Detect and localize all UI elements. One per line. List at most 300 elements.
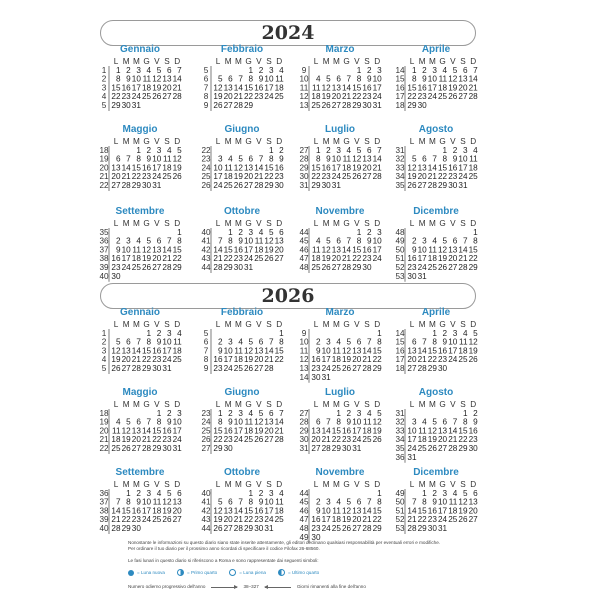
day-cell: 22: [331, 435, 341, 445]
day-cell: 7: [473, 65, 478, 75]
day-cell: 4: [432, 236, 437, 246]
day-cell: 25: [274, 92, 284, 102]
day-cell: 12: [468, 337, 478, 347]
day-cell: 9: [366, 236, 372, 246]
weekday-header: L: [409, 137, 415, 146]
day-cell: 3: [462, 145, 468, 155]
day-cell: 22: [352, 254, 362, 264]
day-cell: 6: [452, 236, 458, 246]
day-cell: 23: [448, 172, 458, 182]
day-cell: 24: [141, 515, 152, 525]
weekday-header: S: [164, 320, 170, 329]
day-cell: 18: [448, 506, 458, 516]
month-name: Aprile: [421, 44, 451, 55]
weekday-header: L: [313, 400, 319, 409]
day-cell: 14: [162, 245, 172, 255]
day-cell: 17: [448, 346, 458, 356]
day-cell: 19: [254, 426, 264, 436]
weekday-header: S: [364, 480, 370, 489]
day-cell: 20: [162, 83, 172, 93]
day-cell: 13: [223, 83, 233, 93]
day-cell: 25: [427, 263, 437, 272]
month-name: Novembre: [315, 467, 365, 478]
day-cell: 31: [407, 452, 417, 462]
day-cell: 13: [352, 346, 362, 356]
week-number: 6: [203, 74, 209, 84]
weekday-header: G: [143, 400, 150, 409]
day-cell: 19: [152, 83, 162, 93]
weekday-header: M: [428, 137, 436, 146]
day-cell: 21: [213, 254, 223, 264]
day-cell: 15: [458, 426, 468, 436]
day-cell: 15: [372, 506, 382, 516]
day-cell: 27: [274, 254, 284, 264]
week-number: 3: [101, 346, 107, 356]
day-cell: 30: [362, 101, 372, 110]
day-cell: 2: [315, 337, 321, 347]
week-number: 48: [299, 524, 309, 533]
day-cell: 7: [136, 337, 141, 347]
day-cell: 24: [407, 444, 417, 453]
day-cell: 26: [407, 181, 417, 190]
weekday-header: G: [143, 320, 150, 329]
week-number: 37: [99, 245, 109, 255]
weekday-header: M: [428, 320, 436, 329]
day-cell: 22: [458, 435, 468, 445]
day-cell: 3: [228, 337, 233, 347]
day-cell: 27: [437, 444, 448, 453]
month-name: Agosto: [418, 387, 454, 398]
weekday-header: V: [256, 400, 262, 409]
day-cell: 3: [336, 145, 341, 155]
day-cell: 9: [442, 337, 448, 347]
day-cell: 27: [243, 181, 254, 190]
day-cell: 18: [331, 515, 341, 525]
day-cell: 22: [213, 435, 223, 445]
month-grid: [200, 399, 286, 455]
month-grid: [394, 56, 480, 112]
month-calendar: [98, 124, 182, 192]
day-cell: 16: [321, 163, 331, 173]
day-cell: 30: [254, 524, 264, 533]
week-number: 37: [99, 497, 109, 507]
day-cell: 29: [372, 364, 382, 373]
day-cell: 15: [274, 346, 284, 356]
day-cell: 23: [141, 172, 152, 182]
day-cell: 21: [341, 92, 352, 102]
year-banner-2024: [100, 20, 476, 46]
moon-first-label: = Primo quarto: [186, 569, 218, 575]
day-cell: 17: [223, 355, 233, 365]
day-cell: 19: [243, 355, 254, 365]
weekday-header: D: [374, 57, 381, 66]
weekday-header: M: [332, 400, 340, 409]
day-cell: 17: [437, 506, 448, 516]
day-cell: 7: [411, 497, 417, 507]
week-number: 44: [299, 227, 309, 237]
day-cell: 30: [437, 364, 448, 373]
day-cell: 23: [427, 515, 437, 525]
month-calendar: [200, 206, 284, 274]
day-cell: 9: [166, 417, 172, 427]
day-cell: 23: [254, 515, 264, 525]
day-cell: 22: [427, 355, 437, 365]
day-cell: 4: [473, 145, 478, 155]
day-cell: 11: [173, 337, 182, 347]
day-cell: 25: [233, 364, 243, 373]
weekday-header: D: [174, 480, 181, 489]
day-cell: 27: [264, 435, 274, 445]
day-cell: 2: [473, 408, 478, 418]
month-calendar: [394, 124, 478, 192]
day-cell: 23: [213, 364, 223, 373]
day-cell: 30: [141, 181, 152, 190]
day-cell: 26: [341, 524, 352, 533]
day-cell: 20: [437, 435, 448, 445]
day-cell: 20: [407, 355, 417, 365]
weekday-header: D: [174, 400, 181, 409]
day-cell: 7: [268, 337, 274, 347]
day-cell: 15: [468, 245, 478, 255]
weekday-header: S: [460, 219, 466, 228]
day-cell: 4: [315, 236, 321, 246]
day-cell: 19: [141, 254, 152, 264]
day-cell: 31: [331, 181, 341, 190]
day-cell: 29: [213, 444, 223, 453]
day-cell: 21: [427, 172, 437, 182]
month-calendar: [394, 206, 478, 281]
week-number: 45: [299, 236, 309, 246]
week-number: 12: [299, 92, 309, 102]
day-cell: 2: [366, 65, 372, 75]
day-cell: 20: [448, 254, 458, 264]
day-cell: 10: [321, 506, 331, 516]
week-number: 39: [99, 515, 109, 525]
day-cell: 27: [468, 515, 478, 525]
day-cell: 11: [459, 337, 468, 347]
day-cell: 11: [448, 497, 458, 507]
day-cell: 16: [254, 83, 264, 93]
day-cell: 25: [341, 172, 352, 182]
day-cell: 6: [279, 227, 284, 237]
day-cell: 3: [136, 65, 141, 75]
weekday-header: V: [450, 400, 456, 409]
day-cell: 3: [356, 408, 362, 418]
day-cell: 10: [264, 497, 274, 507]
day-cell: 21: [448, 435, 458, 445]
week-number: 9: [203, 364, 209, 373]
weekday-header: D: [470, 219, 477, 228]
day-cell: 18: [341, 163, 352, 173]
day-cell: 7: [238, 74, 243, 84]
day-cell: 20: [264, 426, 274, 436]
weekday-header: G: [439, 320, 446, 329]
day-cell: 17: [233, 426, 243, 436]
day-cell: 17: [152, 163, 162, 173]
week-number: 43: [201, 254, 211, 264]
week-number: 32: [395, 417, 405, 427]
weekday-header: V: [256, 320, 262, 329]
day-cell: 31: [264, 524, 274, 533]
day-cell: 17: [321, 515, 331, 525]
day-cell: 31: [172, 444, 182, 453]
week-number: 51: [395, 254, 405, 264]
month-calendar: [98, 467, 182, 535]
weekday-header: V: [354, 219, 360, 228]
day-cell: 25: [152, 515, 162, 525]
weekday-header: M: [122, 57, 130, 66]
weekday-header: S: [266, 320, 272, 329]
day-cell: 17: [458, 163, 468, 173]
day-cell: 29: [311, 181, 321, 190]
weekday-header: L: [113, 219, 119, 228]
week-number: 41: [201, 236, 211, 246]
day-cell: 8: [411, 74, 417, 84]
day-cell: 5: [411, 154, 417, 164]
day-cell: 1: [377, 328, 382, 338]
week-number: 10: [299, 337, 309, 347]
week-number: 18: [99, 145, 109, 155]
day-cell: 6: [177, 488, 182, 498]
day-cell: 6: [336, 236, 341, 246]
day-cell: 22: [152, 435, 162, 445]
weekday-header: S: [266, 57, 272, 66]
day-cell: 4: [315, 74, 321, 84]
month-name: Marzo: [325, 307, 355, 318]
weekday-header: G: [143, 57, 150, 66]
day-cell: 8: [136, 154, 141, 164]
day-cell: 31: [458, 181, 468, 190]
day-cell: 26: [437, 263, 448, 272]
weekday-header: S: [460, 320, 466, 329]
day-cell: 13: [448, 245, 458, 255]
week-number: 24: [201, 163, 211, 173]
month-name: Dicembre: [413, 467, 459, 478]
day-cell: 18: [437, 83, 448, 93]
day-cell: 8: [115, 74, 121, 84]
day-cell: 19: [341, 515, 352, 525]
day-cell: 10: [448, 337, 458, 347]
day-cell: 27: [254, 364, 264, 373]
day-cell: 7: [366, 497, 372, 507]
day-cell: 23: [311, 364, 321, 373]
day-cell: 20: [243, 172, 254, 182]
weekday-header: S: [164, 57, 170, 66]
day-cell: 6: [462, 65, 468, 75]
weekday-header: D: [174, 137, 181, 146]
day-cell: 26: [213, 524, 223, 533]
day-cell: 14: [131, 346, 141, 356]
weekday-header: M: [132, 57, 140, 66]
week-number: 2: [101, 337, 107, 347]
year-banner-2026: [100, 283, 476, 309]
week-number: 18: [99, 408, 109, 418]
day-cell: 19: [321, 92, 331, 102]
weekday-header: V: [354, 400, 360, 409]
day-cell: 30: [407, 271, 417, 281]
day-cell: 3: [377, 227, 382, 237]
weekday-header: M: [418, 320, 426, 329]
day-cell: 29: [243, 524, 254, 533]
day-cell: 25: [362, 435, 372, 445]
day-cell: 12: [341, 506, 352, 516]
day-cell: 7: [166, 236, 172, 246]
day-cell: 28: [172, 92, 182, 102]
first-quarter-icon: [177, 569, 184, 576]
month-grid: [394, 319, 480, 375]
day-cell: 18: [254, 245, 264, 255]
day-cell: 25: [437, 92, 448, 102]
day-cell: 15: [437, 163, 448, 173]
day-cell: 16: [362, 83, 372, 93]
day-cell: 16: [427, 506, 437, 516]
week-number: 40: [201, 227, 211, 237]
day-cell: 5: [452, 65, 458, 75]
day-cell: 24: [233, 435, 243, 445]
day-cell: 18: [274, 506, 284, 516]
day-cell: 5: [268, 227, 274, 237]
month-grid: [98, 319, 184, 375]
weekday-header: L: [215, 480, 221, 489]
weekday-header: S: [460, 400, 466, 409]
day-cell: 15: [243, 83, 254, 93]
month-grid: [200, 136, 286, 192]
day-cell: 4: [279, 65, 284, 75]
day-cell: 17: [141, 506, 152, 516]
week-number: 28: [299, 417, 309, 427]
day-cell: 11: [418, 426, 427, 436]
day-cell: 5: [146, 236, 152, 246]
day-cell: 19: [437, 254, 448, 264]
day-cell: 8: [217, 417, 223, 427]
week-number: 26: [201, 435, 211, 445]
day-cell: 26: [352, 172, 362, 182]
day-cell: 17: [407, 435, 417, 445]
day-cell: 2: [326, 145, 331, 155]
day-cell: 25: [331, 364, 341, 373]
day-cell: 27: [448, 263, 458, 272]
day-cell: 6: [442, 417, 448, 427]
weekday-header: D: [470, 57, 477, 66]
weekday-header: M: [132, 400, 140, 409]
day-cell: 18: [362, 426, 372, 436]
day-cell: 31: [243, 263, 254, 272]
day-cell: 1: [268, 145, 274, 155]
day-cell: 12: [321, 83, 331, 93]
day-cell: 24: [264, 515, 274, 525]
day-cell: 16: [311, 355, 321, 365]
week-number: 27: [201, 444, 211, 453]
week-number: 3: [101, 83, 107, 93]
day-cell: 19: [172, 163, 182, 173]
week-number: 32: [395, 154, 405, 164]
day-cell: 28: [141, 444, 152, 453]
day-cell: 16: [152, 346, 162, 356]
day-cell: 1: [336, 408, 341, 418]
day-cell: 18: [427, 254, 437, 264]
month-name: Febbraio: [220, 44, 264, 55]
weekday-header: V: [354, 137, 360, 146]
weekday-header: G: [143, 137, 150, 146]
day-cell: 19: [321, 254, 331, 264]
weekday-header: G: [439, 219, 446, 228]
day-cell: 25: [331, 524, 341, 533]
weekday-header: L: [113, 137, 119, 146]
weekday-header: L: [215, 320, 221, 329]
day-cell: 21: [321, 435, 331, 445]
day-cell: 13: [223, 506, 233, 516]
day-cell: 25: [243, 435, 254, 445]
weekday-header: M: [132, 480, 140, 489]
day-cell: 8: [473, 236, 478, 246]
day-cell: 31: [321, 372, 331, 382]
day-cell: 13: [362, 154, 372, 164]
day-cell: 16: [233, 245, 243, 255]
weekday-header: M: [234, 57, 242, 66]
weekday-header: D: [276, 320, 283, 329]
weekday-header: S: [266, 400, 272, 409]
weekday-header: L: [313, 219, 319, 228]
day-cell: 25: [223, 181, 233, 190]
day-cell: 16: [274, 163, 284, 173]
day-cell: 26: [172, 172, 182, 182]
week-number: 49: [395, 488, 405, 498]
day-cell: 11: [312, 83, 321, 93]
day-cell: 16: [407, 254, 417, 264]
day-cell: 23: [233, 254, 243, 264]
day-cell: 31: [131, 101, 141, 110]
weekday-header: V: [256, 219, 262, 228]
order-text: Per ordinare il tuo diario per il prossimo anno ricordati di specificare il codice Filofax 26-68560.: [128, 546, 320, 551]
day-cell: 30: [162, 444, 172, 453]
day-cell: 11: [275, 74, 284, 84]
day-cell: 24: [458, 172, 468, 182]
day-cell: 21: [111, 515, 121, 525]
month-calendar: [298, 206, 382, 274]
day-cell: 30: [427, 524, 437, 533]
month-calendar: [200, 307, 284, 375]
day-cell: 4: [258, 227, 264, 237]
day-cell: 3: [268, 488, 274, 498]
day-cell: 13: [121, 346, 131, 356]
weekday-header: M: [428, 480, 436, 489]
week-number: 47: [299, 254, 309, 264]
day-cell: 6: [356, 337, 362, 347]
day-cell: 24: [321, 524, 331, 533]
day-cell: 7: [366, 337, 372, 347]
day-cell: 15: [427, 346, 437, 356]
weekday-header: V: [450, 320, 456, 329]
day-cell: 9: [146, 154, 152, 164]
day-cell: 10: [152, 154, 162, 164]
day-cell: 12: [352, 154, 362, 164]
day-cell: 30: [311, 372, 321, 382]
day-cell: 18: [233, 355, 243, 365]
weekday-header: D: [276, 57, 283, 66]
day-cell: 18: [458, 346, 468, 356]
day-cell: 21: [121, 172, 131, 182]
day-cell: 13: [458, 74, 468, 84]
day-cell: 4: [336, 497, 341, 507]
day-cell: 30: [131, 524, 141, 533]
week-number: 19: [99, 154, 109, 164]
days-remaining-label: Giorni rimanenti alla fine dell'anno: [296, 584, 366, 589]
day-cell: 6: [156, 236, 162, 246]
week-number: 28: [299, 154, 309, 164]
weekday-header: L: [409, 320, 415, 329]
day-cell: 29: [223, 263, 233, 272]
day-cell: 23: [111, 263, 121, 272]
